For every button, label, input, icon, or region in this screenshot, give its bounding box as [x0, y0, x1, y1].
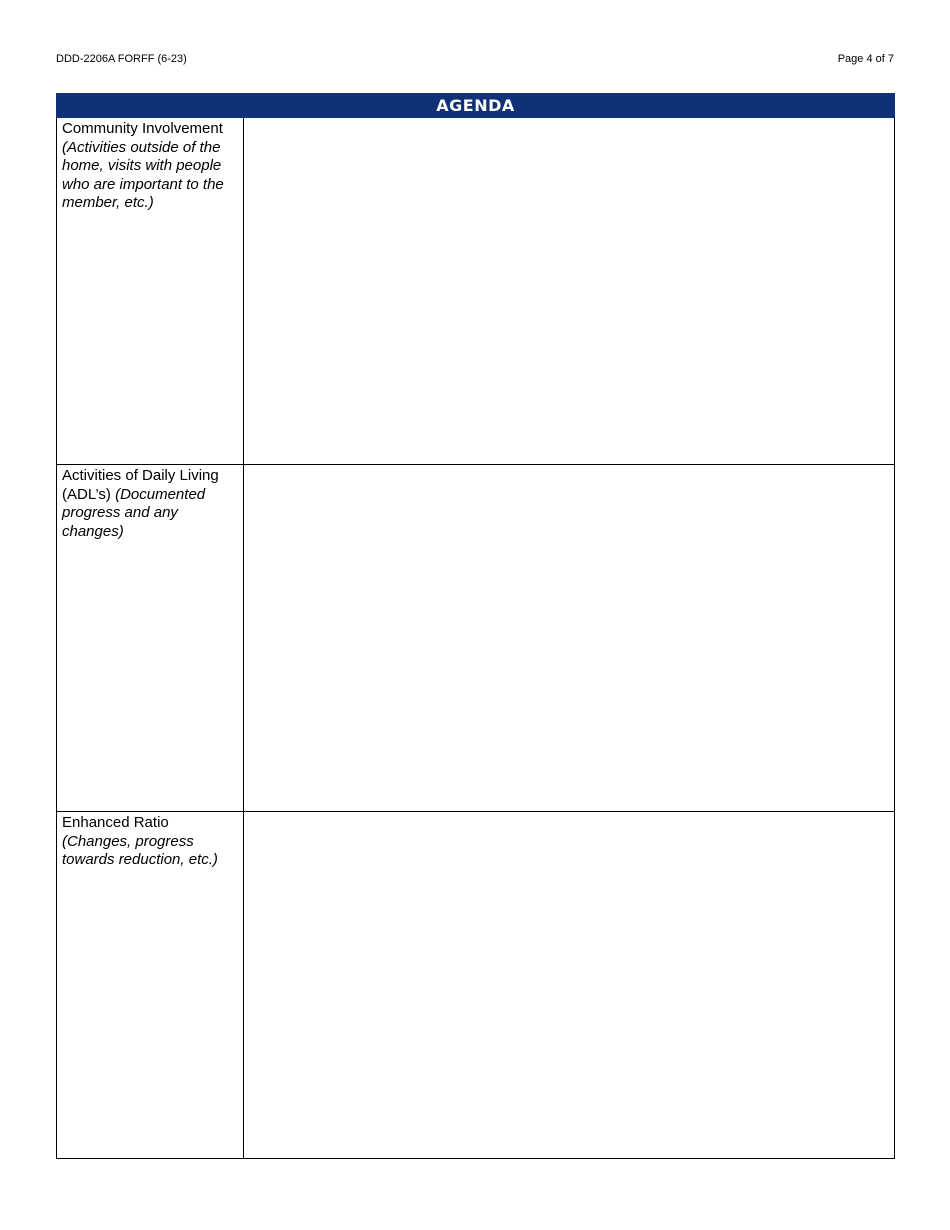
- form-id: DDD-2206A FORFF (6-23): [56, 53, 187, 65]
- row-label-cell: [57, 465, 244, 812]
- adls-entry-field[interactable]: [244, 465, 895, 812]
- enhanced-ratio-entry-field[interactable]: [244, 812, 895, 1159]
- community-involvement-entry-field[interactable]: [244, 118, 895, 465]
- agenda-row-adls: [57, 465, 895, 812]
- row-description: (Changes, progress towards reduction, etc.): [62, 832, 218, 868]
- agenda-row-community-involvement: [57, 118, 895, 465]
- row-label: Activities of Daily Living (ADL’s): [62, 467, 219, 503]
- row-description: (Documented progress and any changes): [62, 485, 206, 540]
- row-label: Community Involvement: [62, 120, 223, 137]
- agenda-title: AGENDA: [57, 94, 895, 118]
- row-label: Enhanced Ratio: [62, 814, 169, 831]
- agenda-header-row: [57, 94, 895, 118]
- agenda-table: [56, 93, 895, 1159]
- row-label-cell: [57, 812, 244, 1159]
- row-description: (Activities outside of the home, visits with people who are important to the member, etc.): [62, 138, 224, 211]
- page-number: Page 4 of 7: [837, 53, 894, 65]
- agenda-row-enhanced-ratio: [57, 812, 895, 1159]
- row-label-cell: [57, 118, 244, 465]
